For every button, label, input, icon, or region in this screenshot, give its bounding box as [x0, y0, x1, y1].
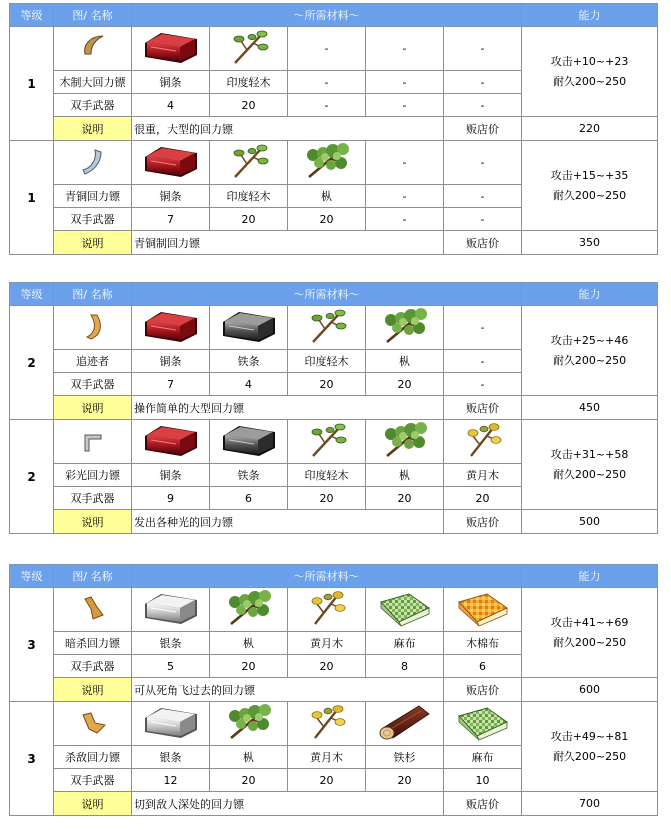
fir-branch-icon: [303, 141, 351, 184]
material-name: 印度轻木: [210, 185, 288, 208]
item-name: 彩光回力镖: [54, 464, 132, 487]
copper-bar-icon: [139, 27, 203, 70]
item-description: 发出各种光的回力镖: [132, 510, 444, 534]
material-qty: -: [444, 373, 522, 396]
material-name: 枞: [210, 632, 288, 655]
material-icon-cell: [288, 420, 366, 464]
material-name: 黄月木: [444, 464, 522, 487]
material-name: 银条: [132, 746, 210, 769]
price-label: 贩店价: [444, 396, 522, 420]
header-icon-name: 图/ 名称: [54, 565, 132, 588]
weapon-type: 双手武器: [54, 208, 132, 231]
material-qty: 20: [210, 208, 288, 231]
material-qty: -: [366, 94, 444, 117]
price-label: 贩店价: [444, 117, 522, 141]
item-price: 600: [522, 678, 658, 702]
material-icon-cell: -: [288, 27, 366, 71]
material-qty: 12: [132, 769, 210, 792]
material-icon-cell: [210, 420, 288, 464]
material-name: 印度轻木: [288, 350, 366, 373]
durability-stat: 耐久200~250: [552, 188, 627, 202]
balsa-wood-icon: [307, 306, 347, 349]
material-qty: 7: [132, 373, 210, 396]
material-icon-cell: [366, 306, 444, 350]
note-label: 说明: [54, 678, 132, 702]
material-qty: -: [288, 94, 366, 117]
material-icon-cell: [132, 306, 210, 350]
header-materials: ～所需材料～: [132, 4, 522, 27]
silver-bar-icon: [139, 588, 203, 631]
material-qty: 20: [444, 487, 522, 510]
material-qty: 20: [288, 487, 366, 510]
material-icon-cell: [210, 27, 288, 71]
material-qty: 6: [444, 655, 522, 678]
item-price: 500: [522, 510, 658, 534]
material-icon-cell: -: [444, 141, 522, 185]
material-qty: 20: [210, 94, 288, 117]
item-name: 暗杀回力镖: [54, 632, 132, 655]
material-qty: 10: [444, 769, 522, 792]
material-name: 麻布: [366, 632, 444, 655]
iron-bar-icon: [217, 306, 281, 349]
balsa-wood-icon: [307, 420, 347, 463]
material-qty: 20: [210, 655, 288, 678]
yellow-moon-wood-icon: [307, 702, 347, 745]
yellow-moon-wood-icon: [307, 588, 347, 631]
item-stats: [522, 141, 658, 231]
material-name: 印度轻木: [210, 71, 288, 94]
material-name: -: [444, 71, 522, 94]
material-name: 铁杉: [366, 746, 444, 769]
boomerang-rainbow-icon: [77, 425, 109, 458]
item-stats: [522, 306, 658, 396]
material-qty: 20: [288, 655, 366, 678]
material-name: 麻布: [444, 746, 522, 769]
material-qty: 4: [132, 94, 210, 117]
weapon-icon-cell: [54, 141, 132, 185]
durability-stat: 耐久200~250: [552, 635, 627, 649]
header-ability: 能力: [522, 283, 658, 306]
item-name: 木制大回力镖: [54, 71, 132, 94]
header-level: 等级: [10, 565, 54, 588]
weapon-icon-cell: [54, 420, 132, 464]
material-name: 木棉布: [444, 632, 522, 655]
header-ability: 能力: [522, 565, 658, 588]
material-qty: -: [366, 208, 444, 231]
boomerang-slayer-icon: [77, 707, 109, 740]
material-icon-cell: [444, 702, 522, 746]
durability-stat: 耐久200~250: [552, 353, 627, 367]
material-name: 铁条: [210, 350, 288, 373]
durability-stat: 耐久200~250: [552, 74, 627, 88]
item-description: 操作简单的大型回力镖: [132, 396, 444, 420]
header-icon-name: 图/ 名称: [54, 283, 132, 306]
material-name: 铜条: [132, 71, 210, 94]
material-icon-cell: [366, 420, 444, 464]
material-name: 枞: [210, 746, 288, 769]
material-name: 铁条: [210, 464, 288, 487]
item-price: 350: [522, 231, 658, 255]
attack-stat: 攻击+25~+46: [550, 333, 629, 347]
material-icon-cell: [366, 588, 444, 632]
header-materials: ～所需材料～: [132, 565, 522, 588]
material-icon-cell: [288, 306, 366, 350]
material-icon-cell: [132, 420, 210, 464]
item-level: 3: [10, 588, 54, 702]
material-icon-cell: [132, 702, 210, 746]
material-qty: 20: [288, 208, 366, 231]
item-price: 700: [522, 792, 658, 816]
material-name: -: [444, 350, 522, 373]
silver-bar-icon: [139, 702, 203, 745]
hemlock-log-icon: [375, 702, 435, 745]
material-qty: 6: [210, 487, 288, 510]
linen-cloth-icon: [455, 702, 511, 745]
material-name: -: [288, 71, 366, 94]
item-stats: [522, 588, 658, 678]
price-label: 贩店价: [444, 231, 522, 255]
material-name: 枞: [366, 350, 444, 373]
material-qty: 4: [210, 373, 288, 396]
material-name: 铜条: [132, 185, 210, 208]
item-price: 450: [522, 396, 658, 420]
material-qty: 20: [366, 373, 444, 396]
material-qty: 9: [132, 487, 210, 510]
note-label: 说明: [54, 510, 132, 534]
material-icon-cell: [132, 141, 210, 185]
material-icon-cell: [288, 702, 366, 746]
fir-branch-icon: [381, 306, 429, 349]
attack-stat: 攻击+41~+69: [550, 615, 629, 629]
item-stats: [522, 27, 658, 117]
weapon-type: 双手武器: [54, 769, 132, 792]
item-name: 追迹者: [54, 350, 132, 373]
material-qty: 5: [132, 655, 210, 678]
fir-branch-icon: [225, 702, 273, 745]
attack-stat: 攻击+10~+23: [550, 54, 629, 68]
fir-branch-icon: [225, 588, 273, 631]
cotton-cloth-icon: [455, 588, 511, 631]
note-label: 说明: [54, 117, 132, 141]
material-icon-cell: [210, 141, 288, 185]
material-icon-cell: [366, 702, 444, 746]
price-label: 贩店价: [444, 678, 522, 702]
attack-stat: 攻击+31~+58: [550, 447, 629, 461]
boomerang-tracker-icon: [77, 311, 109, 344]
boomerang-bronze-icon: [77, 146, 109, 179]
weapon-icon-cell: [54, 702, 132, 746]
durability-stat: 耐久200~250: [552, 467, 627, 481]
recipe-table-level-1: [9, 3, 657, 255]
material-icon-cell: [210, 306, 288, 350]
material-name: 枞: [288, 185, 366, 208]
item-description: 很重，大型的回力镖: [132, 117, 444, 141]
material-name: 黄月木: [288, 746, 366, 769]
material-icon-cell: [210, 702, 288, 746]
material-qty: 7: [132, 208, 210, 231]
header-level: 等级: [10, 283, 54, 306]
attack-stat: 攻击+15~+35: [550, 168, 629, 182]
item-level: 2: [10, 420, 54, 534]
material-name: -: [444, 185, 522, 208]
header-materials: ～所需材料～: [132, 283, 522, 306]
boomerang-assassin-icon: [77, 593, 109, 626]
material-name: -: [366, 185, 444, 208]
attack-stat: 攻击+49~+81: [550, 729, 629, 743]
yellow-moon-wood-icon: [463, 420, 503, 463]
item-description: 可从死角飞过去的回力镖: [132, 678, 444, 702]
material-icon-cell: -: [444, 27, 522, 71]
balsa-wood-icon: [229, 27, 269, 70]
copper-bar-icon: [139, 141, 203, 184]
fir-branch-icon: [381, 420, 429, 463]
material-icon-cell: [444, 420, 522, 464]
boomerang-wooden-icon: [77, 32, 109, 65]
material-icon-cell: -: [366, 27, 444, 71]
note-label: 说明: [54, 396, 132, 420]
material-name: 铜条: [132, 350, 210, 373]
item-description: 切到敌人深处的回力镖: [132, 792, 444, 816]
material-qty: 8: [366, 655, 444, 678]
copper-bar-icon: [139, 306, 203, 349]
item-name: 青铜回力镖: [54, 185, 132, 208]
item-level: 2: [10, 306, 54, 420]
material-qty: -: [444, 208, 522, 231]
material-icon-cell: [444, 588, 522, 632]
item-level: 1: [10, 141, 54, 255]
price-label: 贩店价: [444, 510, 522, 534]
item-description: 青铜制回力镖: [132, 231, 444, 255]
item-level: 1: [10, 27, 54, 141]
recipe-table-level-3: [9, 564, 657, 816]
weapon-icon-cell: [54, 588, 132, 632]
material-icon-cell: [210, 588, 288, 632]
material-icon-cell: [132, 27, 210, 71]
material-icon-cell: [288, 588, 366, 632]
note-label: 说明: [54, 792, 132, 816]
material-qty: 20: [366, 487, 444, 510]
header-icon-name: 图/ 名称: [54, 4, 132, 27]
linen-cloth-icon: [377, 588, 433, 631]
item-stats: [522, 702, 658, 792]
header-ability: 能力: [522, 4, 658, 27]
item-stats: [522, 420, 658, 510]
recipe-table-level-2: [9, 282, 657, 534]
weapon-type: 双手武器: [54, 373, 132, 396]
durability-stat: 耐久200~250: [552, 749, 627, 763]
copper-bar-icon: [139, 420, 203, 463]
weapon-type: 双手武器: [54, 655, 132, 678]
material-name: 银条: [132, 632, 210, 655]
material-qty: 20: [210, 769, 288, 792]
weapon-icon-cell: [54, 27, 132, 71]
material-name: 黄月木: [288, 632, 366, 655]
weapon-type: 双手武器: [54, 94, 132, 117]
material-qty: -: [444, 94, 522, 117]
item-price: 220: [522, 117, 658, 141]
item-name: 杀敌回力镖: [54, 746, 132, 769]
material-icon-cell: -: [444, 306, 522, 350]
iron-bar-icon: [217, 420, 281, 463]
material-name: 印度轻木: [288, 464, 366, 487]
material-name: -: [366, 71, 444, 94]
material-name: 铜条: [132, 464, 210, 487]
material-icon-cell: -: [366, 141, 444, 185]
item-level: 3: [10, 702, 54, 816]
balsa-wood-icon: [229, 141, 269, 184]
weapon-icon-cell: [54, 306, 132, 350]
material-qty: 20: [288, 769, 366, 792]
material-icon-cell: [288, 141, 366, 185]
material-name: 枞: [366, 464, 444, 487]
material-qty: 20: [366, 769, 444, 792]
header-level: 等级: [10, 4, 54, 27]
price-label: 贩店价: [444, 792, 522, 816]
material-qty: 20: [288, 373, 366, 396]
note-label: 说明: [54, 231, 132, 255]
weapon-type: 双手武器: [54, 487, 132, 510]
material-icon-cell: [132, 588, 210, 632]
